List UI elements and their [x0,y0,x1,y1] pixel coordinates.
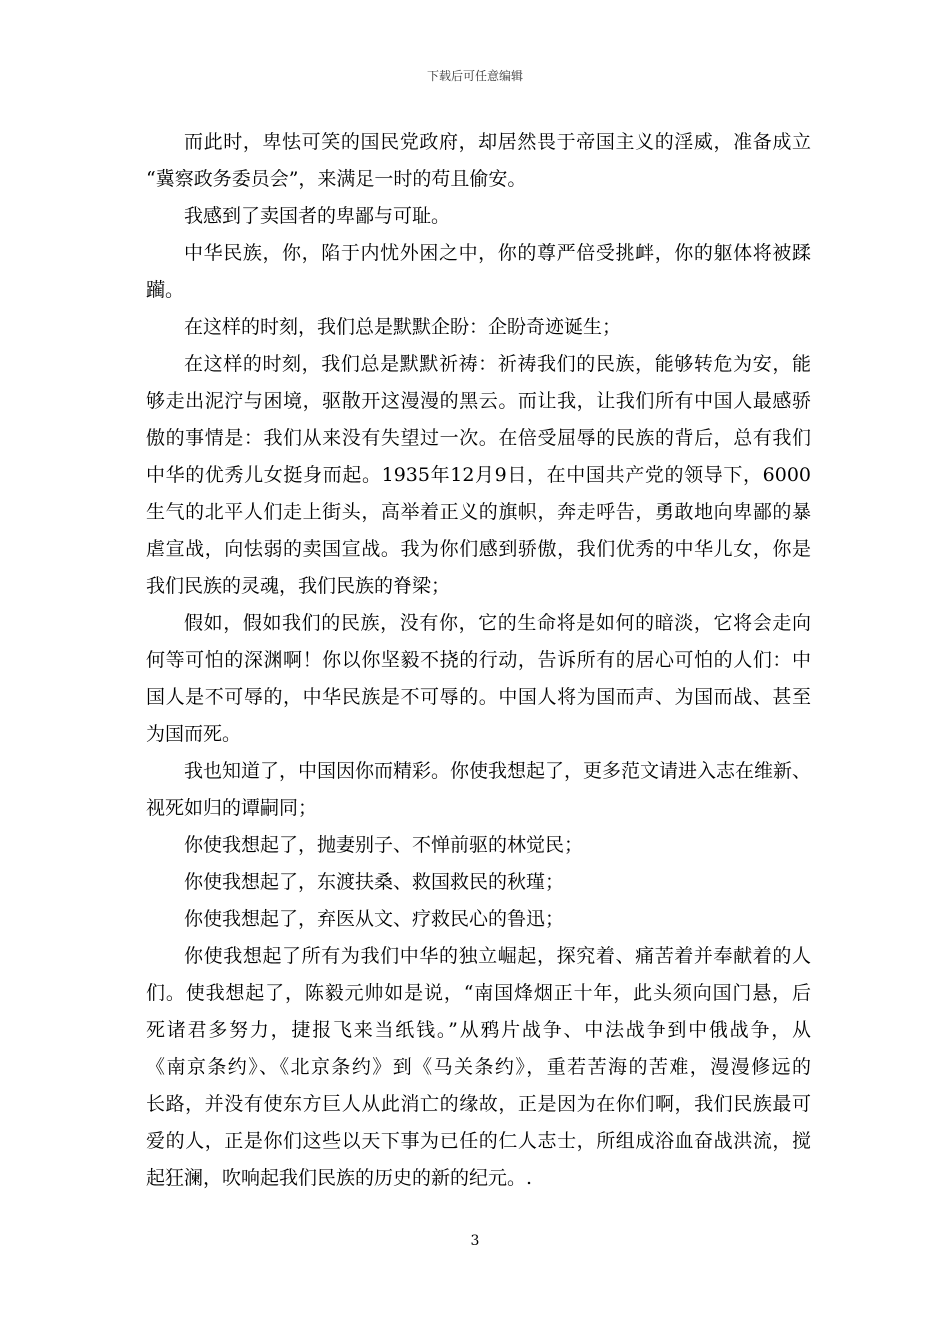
text-line: 视死如归的谭嗣同； [146,797,318,819]
text-line: 虐宣战，向怯弱的卖国宣战。我为你们感到骄傲，我们优秀的中华儿女，你是 [146,538,811,560]
paragraph [146,124,811,198]
text-line: 长路，并没有使东方巨人从此消亡的缘故，正是因为在你们啊，我们民族最可 [146,1093,811,1115]
text-line: 我也知道了，中国因你而精彩。你使我想起了，更多范文请进入志在维新、 [184,760,812,782]
paragraph [146,901,811,938]
text-line: 何等可怕的深渊啊！你以你坚毅不挠的行动，告诉所有的居心可怕的人们：中 [146,649,811,671]
text-line: 够走出泥泞与困境，驱散开这漫漫的黑云。而让我，让我们所有中国人最感骄 [146,390,811,412]
paragraph [146,346,811,605]
paragraph [146,198,811,235]
text-line: 生气的北平人们走上街头，高举着正义的旗帜，奔走呼告，勇敢地向卑鄙的暴 [146,501,811,523]
text-line: 中华的优秀儿女挺身而起。1935年12月9日，在中国共产党的领导下，6000 [146,464,811,486]
text-line: 我们民族的灵魂，我们民族的脊梁； [146,575,451,597]
text-line: 死诸君多努力，捷报飞来当纸钱。”从鸦片战争、中法战争到中俄战争，从 [146,1019,811,1041]
text-line: 在这样的时刻，我们总是默默企盼：企盼奇迹诞生； [184,316,622,338]
paragraph [146,864,811,901]
text-line: 《南京条约》、《北京条约》到《马关条约》，重若苦海的苦难，漫漫修远的 [146,1056,811,1078]
text-line: 我感到了卖国者的卑鄙与可耻。 [184,205,451,227]
text-line: 为国而死。 [146,723,242,745]
text-line: 傲的事情是：我们从来没有失望过一次。在倍受屈辱的民族的背后，总有我们 [146,427,811,449]
text-line: 你使我想起了，东渡扶桑、救国救民的秋瑾； [184,871,565,893]
text-line: 国人是不可辱的，中华民族是不可辱的。中国人将为国而声、为国而战、甚至 [146,686,811,708]
text-line: 假如，假如我们的民族，没有你，它的生命将是如何的暗淡，它将会走向 [184,612,811,634]
text-line: 你使我想起了，弃医从文、疗救民心的鲁迅； [184,908,565,930]
text-line: 起狂澜，吹响起我们民族的历史的新的纪元。. [146,1167,533,1189]
paragraph [146,309,811,346]
text-line: 爱的人，正是你们这些以天下事为已任的仁人志士，所组成浴血奋战洪流，搅 [146,1130,811,1152]
text-line: 而此时，卑怯可笑的国民党政府，却居然畏于帝国主义的淫威，准备成立 [184,131,811,153]
document-body [146,124,811,1197]
page-header: 下载后可任意编辑 [426,69,523,83]
text-line: 你使我想起了，抛妻别子、不惮前驱的林觉民； [184,834,584,856]
paragraph [146,605,811,753]
paragraph [146,827,811,864]
text-line: 你使我想起了所有为我们中华的独立崛起，探究着、痛苦着并奉献着的人 [184,945,811,967]
paragraph [146,753,811,827]
paragraph [146,938,811,1197]
text-line: 躏。 [146,279,185,301]
text-line: 中华民族，你，陷于内忧外困之中，你的尊严倍受挑衅，你的躯体将被蹂 [184,242,811,264]
text-line: 在这样的时刻，我们总是默默祈祷：祈祷我们的民族，能够转危为安，能 [184,353,811,375]
text-line: 们。使我想起了，陈毅元帅如是说，“南国烽烟正十年，此头须向国门悬，后 [146,982,811,1004]
page-number: 3 [470,1233,480,1249]
paragraph [146,235,811,309]
text-line: “冀察政务委员会”，来满足一时的苟且偷安。 [146,168,527,190]
